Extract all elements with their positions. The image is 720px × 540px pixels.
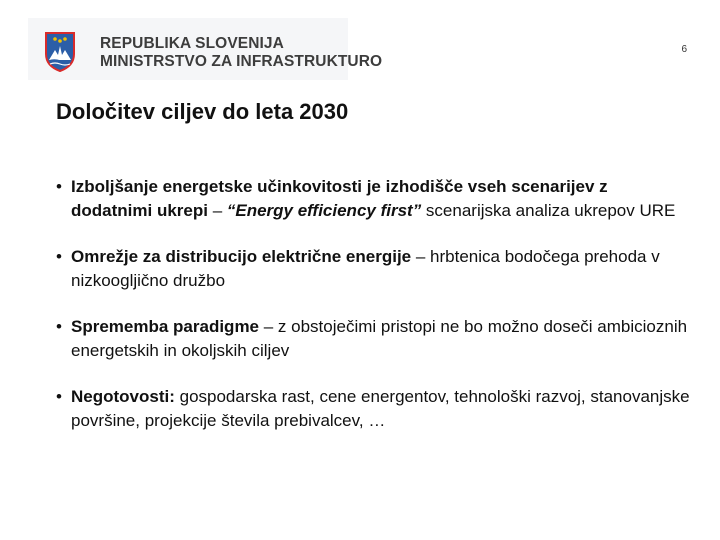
bullet-paradigm-shift: [52, 315, 692, 363]
bullet-bold-text: Izboljšanje energetske učinkovitosti je izhodišče vseh scenarijev z dodatnimi ukrepi: [71, 177, 608, 220]
bullet-normal-text: z obstoječimi pristopi ne bo možno doseči ambicioznih energetskih in okoljskih ciljev: [71, 317, 688, 360]
bullet-uncertainties: [52, 385, 692, 433]
bullet-bold-text: Negotovosti:: [71, 387, 175, 406]
bullet-normal-text: scenarijska analiza ukrepov URE: [421, 201, 676, 220]
bullet-glyph: •: [56, 317, 62, 336]
bullet-normal-text: gospodarska rast, cene energentov, tehnološki razvoj, stanovanjske površine, projekcije števila prebivalcev, …: [71, 387, 690, 430]
bullet-glyph: •: [56, 247, 62, 266]
bullet-glyph: •: [56, 177, 62, 196]
bullet-distribution-grid: [52, 245, 692, 293]
slovenia-crest-icon: [45, 32, 75, 72]
ministry-header: [28, 18, 383, 80]
slide-title: Določitev ciljev do leta 2030: [56, 99, 349, 124]
bullet-emphasis-text: “Energy efficiency first”: [226, 201, 422, 220]
bullet-dash: –: [411, 247, 431, 266]
bullet-normal-text: hrbtenica bodočega prehoda v nizkoogljično družbo: [71, 247, 660, 290]
bullet-energy-efficiency: [52, 175, 692, 223]
page-number: 6: [681, 44, 687, 55]
bullet-bold-text: Omrežje za distribucijo električne energije: [71, 247, 412, 266]
bullet-dash: –: [207, 201, 227, 220]
ministry-name-line1: REPUBLIKA SLOVENIJA: [100, 35, 284, 52]
bullet-bold-text: Sprememba paradigme: [71, 317, 260, 336]
bullet-glyph: •: [56, 387, 62, 406]
bullet-list: [52, 175, 692, 455]
bullet-dash: –: [259, 317, 278, 336]
ministry-name-line2: MINISTRSTVO ZA INFRASTRUKTURO: [100, 53, 383, 70]
